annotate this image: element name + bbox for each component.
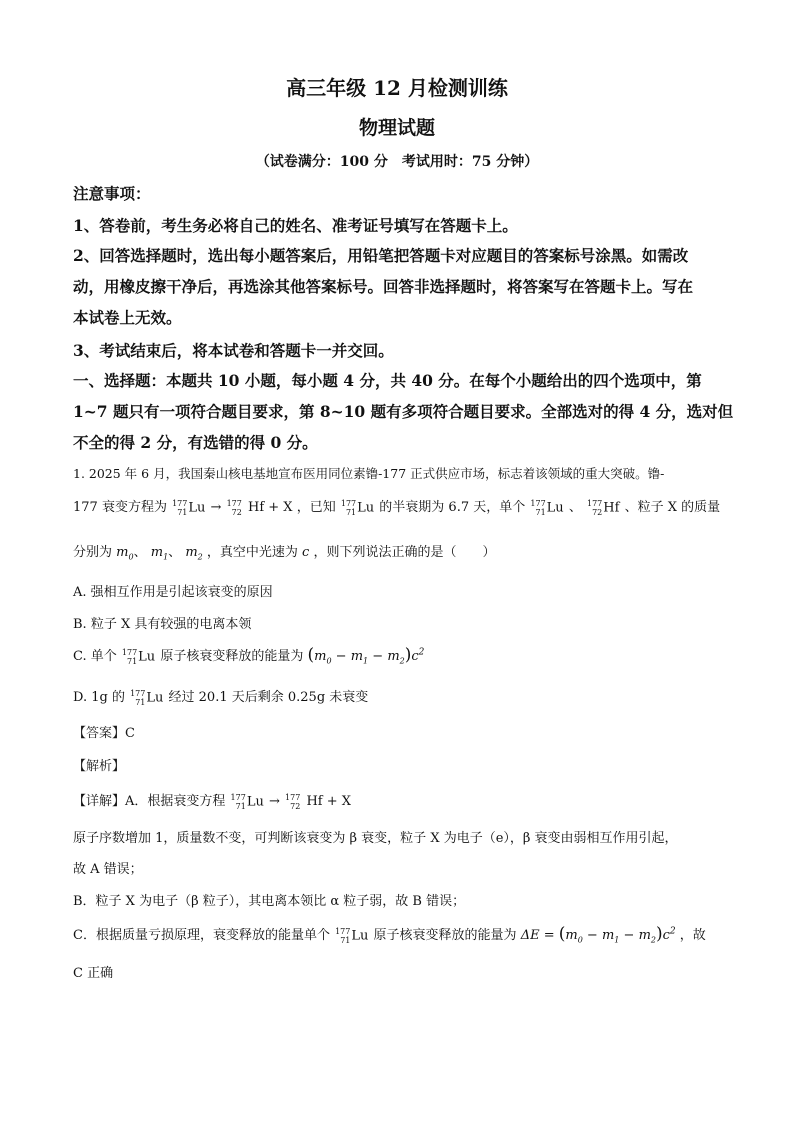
arrow-symbol: →	[210, 500, 222, 515]
nuclide-lu: 177 71 Lu	[530, 498, 564, 517]
detail-a: 【详解】A．根据衰变方程 177 71 Lu → 177 72 Hf + X	[73, 792, 351, 811]
notice-item-2-line3: 本试卷上无效。	[73, 308, 182, 327]
detail-line3: 故 A 错误；	[73, 862, 143, 877]
answer-label: 【答案】C	[73, 726, 135, 741]
question-1-stem-line2: 177 衰变方程为 177 71 Lu → 177 72 Hf + X ，已知 177 71 Lu 的半衰期为 6.7 天，单个 177 71 Lu 、 177 72 Hf 、粒子 X 的质量	[73, 498, 721, 517]
mass-m0: $m_0$	[116, 545, 134, 562]
detail-b: B．粒子 X 为电子（β 粒子），其电离本领比 α 粒子弱，故 B 错误；	[73, 894, 466, 909]
section-heading-line3: 不全的得 2 分，有选错的得 0 分。	[73, 433, 318, 452]
nuclide-lu: 177 71 Lu	[172, 498, 206, 517]
analysis-label: 【解析】	[73, 759, 126, 774]
exam-info: （试卷满分：100 分 考试用时：75 分钟）	[255, 154, 539, 170]
subject-title: 物理试题	[358, 117, 435, 139]
question-1-stem-line1: 1. 2025 年 6 月，我国秦山核电基地宣布医用同位素镥-177 正式供应市场，标志着该领域的重大突破。镥-	[73, 466, 665, 481]
detail-c: C．根据质量亏损原理，衰变释放的能量单个 177 71 Lu 原子核衰变释放的能量为 $\Delta E = (m_0 - m_1 - m_2)c^2$ ，故	[73, 924, 706, 945]
option-c: C. 单个 177 71 Lu 原子核衰变释放的能量为 $(m_0 - m_1 - m_2)c^2$	[73, 645, 425, 666]
section-heading-line1: 一、选择题：本题共 10 小题，每小题 4 分，共 40 分。在每个小题给出的四个选项中，第	[73, 371, 702, 390]
option-a: A. 强相互作用是引起该衰变的原因	[73, 585, 273, 600]
nuclide-lu: 177 71 Lu	[335, 926, 369, 945]
nuclide-lu: 177 71 Lu	[230, 792, 264, 811]
section-heading-line2: 1~7 题只有一项符合题目要求，第 8~10 题有多项符合题目要求。全部选对的得 4 分，选对但	[73, 402, 734, 421]
question-1-stem-line3: 分别为 $m_0$、 $m_1$、 $m_2$ ，真空中光速为 c ，则下列说法正确的是（ ）	[73, 545, 496, 562]
option-d: D. 1g 的 177 71 Lu 经过 20.1 天后剩余 0.25g 未衰变	[73, 688, 369, 707]
exam-title: 高三年级 12 月检测训练	[286, 76, 508, 100]
detail-c-line2: C 正确	[73, 966, 114, 981]
notice-heading: 注意事项：	[73, 184, 151, 203]
detail-line2: 原子序数增加 1，质量数不变，可判断该衰变为 β 衰变，粒子 X 为电子（e），β 衰变由弱相互作用引起，	[73, 831, 678, 846]
notice-item-1: 1、答卷前，考生务必将自己的姓名、准考证号填写在答题卡上。	[73, 216, 518, 235]
mass-m2: $m_2$	[185, 545, 203, 562]
nuclide-hf: 177 72 Hf	[586, 498, 620, 517]
energy-expression: $(m_0 - m_1 - m_2)c^2$	[558, 924, 676, 945]
mass-m1: $m_1$	[150, 545, 169, 562]
nuclide-lu: 177 71 Lu	[121, 647, 156, 666]
notice-item-3: 3、考试结束后，将本试卷和答题卡一并交回。	[73, 341, 394, 360]
option-b: B. 粒子 X 具有较强的电离本领	[73, 617, 252, 632]
notice-item-2-line1: 2、回答选择题时，选出每小题答案后，用铅笔把答题卡对应题目的答案标号涂黑。如需改	[73, 246, 689, 265]
nuclide-hf-mass: 177 72	[285, 792, 301, 811]
nuclide-lu: 177 71 Lu	[340, 498, 375, 517]
nuclide-hf-mass: 177 72	[226, 498, 242, 517]
notice-item-2-line2: 动，用橡皮擦干净后，再选涂其他答案标号。回答非选择题时，将答案写在答题卡上。写在	[73, 277, 694, 296]
energy-expression: $(m_0 - m_1 - m_2)c^2$	[307, 645, 425, 666]
nuclide-lu: 177 71 Lu	[130, 688, 164, 707]
